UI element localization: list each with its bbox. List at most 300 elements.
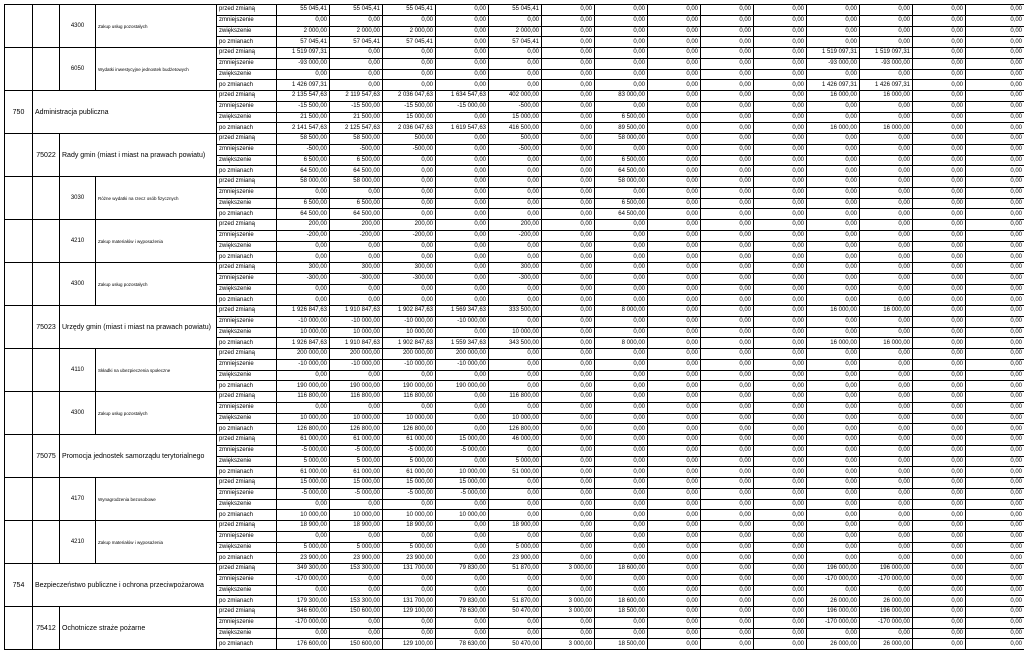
amount-cell: 0,00 <box>383 628 436 639</box>
amount-cell: 0,00 <box>542 230 595 241</box>
amount-cell: 0,00 <box>648 424 701 435</box>
amount-cell: 0,00 <box>913 607 966 618</box>
amount-cell: 0,00 <box>436 15 489 26</box>
amount-cell: 0,00 <box>542 359 595 370</box>
amount-cell: 0,00 <box>595 48 648 59</box>
amount-cell: -10 000,00 <box>383 359 436 370</box>
amount-cell: -10 000,00 <box>436 359 489 370</box>
amount-cell: 500,00 <box>489 134 542 145</box>
amount-cell: 0,00 <box>754 359 807 370</box>
amount-cell: 0,00 <box>648 187 701 198</box>
amount-cell: 0,00 <box>754 5 807 16</box>
amount-cell: 0,00 <box>436 284 489 295</box>
amount-cell: 0,00 <box>701 101 754 112</box>
amount-cell: 0,00 <box>648 445 701 456</box>
amount-cell: 200,00 <box>489 220 542 231</box>
amount-cell: 18 500,00 <box>595 607 648 618</box>
amount-cell: 0,00 <box>701 252 754 263</box>
amount-cell: 2 000,00 <box>277 26 330 37</box>
amount-cell: 0,00 <box>648 69 701 80</box>
amount-cell: 0,00 <box>807 252 860 263</box>
amount-cell: 0,00 <box>807 5 860 16</box>
empty-cell <box>33 177 60 220</box>
amount-cell: 0,00 <box>648 564 701 575</box>
row-label: zmniejszenie <box>217 574 277 585</box>
amount-cell: 2 036 047,63 <box>383 123 436 134</box>
row-label: zmniejszenie <box>217 187 277 198</box>
amount-cell: 0,00 <box>966 284 1024 295</box>
amount-cell: 16 000,00 <box>860 306 913 317</box>
amount-cell: 0,00 <box>595 359 648 370</box>
amount-cell: 190 000,00 <box>436 381 489 392</box>
amount-cell: 0,00 <box>436 327 489 338</box>
amount-cell: 0,00 <box>648 15 701 26</box>
amount-cell: 196 000,00 <box>807 564 860 575</box>
amount-cell: 0,00 <box>966 607 1024 618</box>
amount-cell: 0,00 <box>542 306 595 317</box>
amount-cell: 0,00 <box>913 499 966 510</box>
amount-cell: 0,00 <box>648 510 701 521</box>
amount-cell: 0,00 <box>648 58 701 69</box>
amount-cell: 200 000,00 <box>436 349 489 360</box>
amount-cell: 1 910 847,63 <box>330 306 383 317</box>
amount-cell: 0,00 <box>648 596 701 607</box>
empty-cell <box>5 177 33 220</box>
amount-cell: 0,00 <box>913 445 966 456</box>
amount-cell: 3 000,00 <box>542 596 595 607</box>
amount-cell: 0,00 <box>648 209 701 220</box>
amount-cell: 0,00 <box>966 123 1024 134</box>
amount-cell: 0,00 <box>913 359 966 370</box>
amount-cell: 0,00 <box>913 456 966 467</box>
amount-cell: -5 000,00 <box>383 445 436 456</box>
amount-cell: 0,00 <box>648 134 701 145</box>
amount-cell: 16 000,00 <box>860 123 913 134</box>
classification-code: 75075 <box>33 435 60 478</box>
amount-cell: 0,00 <box>648 263 701 274</box>
amount-cell: 0,00 <box>701 230 754 241</box>
row-label: zmniejszenie <box>217 359 277 370</box>
amount-cell: 2 135 547,63 <box>277 91 330 102</box>
table-row <box>5 607 1024 618</box>
row-label: zwiększenie <box>217 542 277 553</box>
amount-cell: -300,00 <box>277 273 330 284</box>
amount-cell: 0,00 <box>436 499 489 510</box>
classification-code: 75023 <box>33 306 60 349</box>
amount-cell: 0,00 <box>701 112 754 123</box>
row-label: po zmianach <box>217 252 277 263</box>
amount-cell: 0,00 <box>542 273 595 284</box>
amount-cell: 0,00 <box>807 177 860 188</box>
row-label: po zmianach <box>217 639 277 650</box>
amount-cell: 0,00 <box>966 187 1024 198</box>
amount-cell: 0,00 <box>807 478 860 489</box>
amount-cell: 0,00 <box>754 177 807 188</box>
amount-cell: 0,00 <box>913 5 966 16</box>
amount-cell: 0,00 <box>807 521 860 532</box>
amount-cell: 0,00 <box>807 101 860 112</box>
amount-cell: 0,00 <box>966 15 1024 26</box>
amount-cell: 0,00 <box>383 177 436 188</box>
amount-cell: 0,00 <box>860 187 913 198</box>
amount-cell: 0,00 <box>489 316 542 327</box>
amount-cell: 0,00 <box>860 144 913 155</box>
amount-cell: 0,00 <box>595 58 648 69</box>
amount-cell: 5 000,00 <box>277 542 330 553</box>
amount-cell: 0,00 <box>595 263 648 274</box>
amount-cell: 0,00 <box>913 48 966 59</box>
classification-name: Bezpieczeństwo publiczne i ochrona przeciwpożarowa <box>33 564 217 607</box>
amount-cell: 0,00 <box>489 187 542 198</box>
amount-cell: 0,00 <box>807 327 860 338</box>
amount-cell: 57 045,41 <box>277 37 330 48</box>
classification-code: 4110 <box>60 349 96 392</box>
amount-cell: 0,00 <box>489 445 542 456</box>
amount-cell: 18 600,00 <box>595 564 648 575</box>
amount-cell: 0,00 <box>966 101 1024 112</box>
table-row <box>5 521 1024 532</box>
amount-cell: 0,00 <box>595 187 648 198</box>
empty-cell <box>5 435 33 478</box>
amount-cell: 0,00 <box>807 381 860 392</box>
amount-cell: 0,00 <box>754 478 807 489</box>
amount-cell: 0,00 <box>913 306 966 317</box>
amount-cell: 0,00 <box>701 574 754 585</box>
classification-code: 754 <box>5 564 33 607</box>
amount-cell: 0,00 <box>754 37 807 48</box>
amount-cell: 0,00 <box>383 69 436 80</box>
amount-cell: 23 900,00 <box>330 553 383 564</box>
row-label: zwiększenie <box>217 284 277 295</box>
amount-cell: 0,00 <box>860 478 913 489</box>
amount-cell: 0,00 <box>860 510 913 521</box>
amount-cell: 0,00 <box>542 295 595 306</box>
amount-cell: 2 000,00 <box>489 26 542 37</box>
amount-cell: 0,00 <box>754 413 807 424</box>
amount-cell: 0,00 <box>701 166 754 177</box>
amount-cell: 0,00 <box>860 284 913 295</box>
amount-cell: 0,00 <box>701 338 754 349</box>
row-label: zwiększenie <box>217 327 277 338</box>
amount-cell: 0,00 <box>701 617 754 628</box>
amount-cell: 5 000,00 <box>330 456 383 467</box>
amount-cell: 0,00 <box>542 187 595 198</box>
row-label: przed zmianą <box>217 607 277 618</box>
amount-cell: -5 000,00 <box>277 488 330 499</box>
row-label: przed zmianą <box>217 349 277 360</box>
amount-cell: 5 000,00 <box>383 542 436 553</box>
row-label: zmniejszenie <box>217 273 277 284</box>
amount-cell: 0,00 <box>860 435 913 446</box>
amount-cell: 0,00 <box>436 209 489 220</box>
amount-cell: 0,00 <box>966 58 1024 69</box>
amount-cell: 0,00 <box>966 37 1024 48</box>
amount-cell: 0,00 <box>807 542 860 553</box>
amount-cell: 0,00 <box>860 521 913 532</box>
amount-cell: 0,00 <box>966 467 1024 478</box>
amount-cell: 0,00 <box>701 26 754 37</box>
amount-cell: 0,00 <box>701 445 754 456</box>
amount-cell: 126 800,00 <box>383 424 436 435</box>
amount-cell: 0,00 <box>383 166 436 177</box>
amount-cell: 26 000,00 <box>860 639 913 650</box>
amount-cell: 0,00 <box>860 553 913 564</box>
amount-cell: 0,00 <box>860 488 913 499</box>
row-label: przed zmianą <box>217 5 277 16</box>
amount-cell: 55 045,41 <box>330 5 383 16</box>
amount-cell: 1 902 847,63 <box>383 306 436 317</box>
amount-cell: 0,00 <box>754 241 807 252</box>
amount-cell: 6 500,00 <box>330 155 383 166</box>
amount-cell: 0,00 <box>595 531 648 542</box>
amount-cell: 0,00 <box>913 155 966 166</box>
amount-cell: 126 800,00 <box>330 424 383 435</box>
amount-cell: 0,00 <box>277 585 330 596</box>
amount-cell: 0,00 <box>489 349 542 360</box>
amount-cell: 0,00 <box>648 531 701 542</box>
amount-cell: 6 500,00 <box>595 198 648 209</box>
amount-cell: 0,00 <box>860 230 913 241</box>
amount-cell: 21 500,00 <box>277 112 330 123</box>
row-label: po zmianach <box>217 596 277 607</box>
amount-cell: 0,00 <box>754 564 807 575</box>
classification-code: 4170 <box>60 478 96 521</box>
amount-cell: 58 000,00 <box>277 177 330 188</box>
amount-cell: 0,00 <box>436 585 489 596</box>
amount-cell: 0,00 <box>754 488 807 499</box>
amount-cell: -15 500,00 <box>277 101 330 112</box>
amount-cell: 0,00 <box>807 585 860 596</box>
amount-cell: 1 569 347,63 <box>436 306 489 317</box>
amount-cell: 64 500,00 <box>595 166 648 177</box>
amount-cell: 0,00 <box>913 617 966 628</box>
classification-code: 750 <box>5 91 33 134</box>
amount-cell: 0,00 <box>383 499 436 510</box>
amount-cell: 79 830,00 <box>436 564 489 575</box>
amount-cell: 0,00 <box>966 26 1024 37</box>
amount-cell: 18 900,00 <box>277 521 330 532</box>
amount-cell: 0,00 <box>913 134 966 145</box>
amount-cell: -200,00 <box>277 230 330 241</box>
row-label: zwiększenie <box>217 241 277 252</box>
amount-cell: 0,00 <box>807 220 860 231</box>
amount-cell: 300,00 <box>330 263 383 274</box>
amount-cell: 16 000,00 <box>860 338 913 349</box>
amount-cell: 0,00 <box>542 585 595 596</box>
amount-cell: 153 300,00 <box>330 596 383 607</box>
amount-cell: 0,00 <box>807 273 860 284</box>
amount-cell: 0,00 <box>913 273 966 284</box>
amount-cell: 10 000,00 <box>436 510 489 521</box>
amount-cell: 55 045,41 <box>489 5 542 16</box>
amount-cell: 0,00 <box>966 531 1024 542</box>
amount-cell: -5 000,00 <box>330 445 383 456</box>
amount-cell: 0,00 <box>860 359 913 370</box>
row-label: zmniejszenie <box>217 488 277 499</box>
classification-name: Wynagrodzenia bezosobowe <box>96 478 217 521</box>
amount-cell: 0,00 <box>860 252 913 263</box>
amount-cell: -93 000,00 <box>860 58 913 69</box>
amount-cell: 10 000,00 <box>489 327 542 338</box>
amount-cell: 0,00 <box>648 123 701 134</box>
amount-cell: 0,00 <box>966 596 1024 607</box>
amount-cell: 0,00 <box>754 521 807 532</box>
row-label: zwiększenie <box>217 112 277 123</box>
amount-cell: 0,00 <box>860 220 913 231</box>
amount-cell: 0,00 <box>701 273 754 284</box>
amount-cell: 0,00 <box>489 478 542 489</box>
amount-cell: 57 045,41 <box>330 37 383 48</box>
amount-cell: 0,00 <box>542 177 595 188</box>
amount-cell: 10 000,00 <box>277 327 330 338</box>
amount-cell: 0,00 <box>754 15 807 26</box>
classification-code: 4300 <box>60 263 96 306</box>
amount-cell: 0,00 <box>701 284 754 295</box>
amount-cell: 0,00 <box>860 467 913 478</box>
amount-cell: 0,00 <box>807 112 860 123</box>
amount-cell: 0,00 <box>436 370 489 381</box>
amount-cell: 1 926 847,63 <box>277 306 330 317</box>
amount-cell: 10 000,00 <box>330 327 383 338</box>
row-label: po zmianach <box>217 467 277 478</box>
table-row <box>5 91 1024 102</box>
amount-cell: 0,00 <box>701 220 754 231</box>
amount-cell: 0,00 <box>542 284 595 295</box>
amount-cell: 10 000,00 <box>383 327 436 338</box>
amount-cell: 0,00 <box>489 15 542 26</box>
amount-cell: -10 000,00 <box>277 316 330 327</box>
amount-cell: 0,00 <box>648 574 701 585</box>
amount-cell: 0,00 <box>542 542 595 553</box>
amount-cell: 0,00 <box>383 187 436 198</box>
row-label: po zmianach <box>217 510 277 521</box>
amount-cell: 0,00 <box>754 628 807 639</box>
amount-cell: 0,00 <box>860 316 913 327</box>
amount-cell: 0,00 <box>383 80 436 91</box>
amount-cell: 0,00 <box>913 574 966 585</box>
row-label: zwiększenie <box>217 628 277 639</box>
amount-cell: 0,00 <box>860 5 913 16</box>
amount-cell: 0,00 <box>595 478 648 489</box>
amount-cell: 0,00 <box>648 435 701 446</box>
amount-cell: 0,00 <box>542 628 595 639</box>
amount-cell: 61 000,00 <box>277 435 330 446</box>
amount-cell: 0,00 <box>595 37 648 48</box>
amount-cell: 0,00 <box>754 58 807 69</box>
amount-cell: 0,00 <box>595 521 648 532</box>
amount-cell: 0,00 <box>966 628 1024 639</box>
amount-cell: 0,00 <box>860 198 913 209</box>
amount-cell: 0,00 <box>966 166 1024 177</box>
amount-cell: 416 500,00 <box>489 123 542 134</box>
empty-cell <box>5 478 33 521</box>
amount-cell: 0,00 <box>330 531 383 542</box>
amount-cell: -170 000,00 <box>807 574 860 585</box>
amount-cell: 0,00 <box>807 370 860 381</box>
amount-cell: 0,00 <box>966 295 1024 306</box>
amount-cell: 0,00 <box>966 392 1024 403</box>
row-label: przed zmianą <box>217 48 277 59</box>
amount-cell: 0,00 <box>330 499 383 510</box>
amount-cell: 1 559 347,63 <box>436 338 489 349</box>
row-label: zwiększenie <box>217 69 277 80</box>
amount-cell: 3 000,00 <box>542 639 595 650</box>
amount-cell: 2 000,00 <box>383 26 436 37</box>
amount-cell: 16 000,00 <box>807 306 860 317</box>
amount-cell: 1 519 097,31 <box>277 48 330 59</box>
amount-cell: 64 500,00 <box>595 209 648 220</box>
amount-cell: 0,00 <box>966 220 1024 231</box>
amount-cell: 0,00 <box>277 15 330 26</box>
amount-cell: 0,00 <box>701 359 754 370</box>
amount-cell: 0,00 <box>277 295 330 306</box>
amount-cell: 116 800,00 <box>383 392 436 403</box>
amount-cell: 0,00 <box>913 58 966 69</box>
amount-cell: 0,00 <box>542 402 595 413</box>
amount-cell: 0,00 <box>807 456 860 467</box>
amount-cell: 0,00 <box>966 456 1024 467</box>
amount-cell: 89 500,00 <box>595 123 648 134</box>
amount-cell: 0,00 <box>436 220 489 231</box>
amount-cell: 190 000,00 <box>277 381 330 392</box>
amount-cell: 0,00 <box>436 48 489 59</box>
amount-cell: 0,00 <box>860 15 913 26</box>
amount-cell: 0,00 <box>913 628 966 639</box>
amount-cell: 0,00 <box>754 424 807 435</box>
amount-cell: 10 000,00 <box>383 413 436 424</box>
amount-cell: 0,00 <box>966 424 1024 435</box>
amount-cell: 0,00 <box>701 263 754 274</box>
amount-cell: 0,00 <box>489 58 542 69</box>
amount-cell: 0,00 <box>701 564 754 575</box>
amount-cell: 0,00 <box>648 80 701 91</box>
amount-cell: 0,00 <box>648 542 701 553</box>
amount-cell: 0,00 <box>542 531 595 542</box>
classification-name: Urzędy gmin (miast i miast na prawach powiatu) <box>60 306 217 349</box>
amount-cell: 0,00 <box>542 435 595 446</box>
amount-cell: 196 000,00 <box>807 607 860 618</box>
amount-cell: 0,00 <box>701 349 754 360</box>
amount-cell: 0,00 <box>754 91 807 102</box>
amount-cell: 0,00 <box>807 69 860 80</box>
amount-cell: -93 000,00 <box>277 58 330 69</box>
amount-cell: 0,00 <box>807 209 860 220</box>
amount-cell: -170 000,00 <box>860 574 913 585</box>
amount-cell: -5 000,00 <box>383 488 436 499</box>
amount-cell: 0,00 <box>913 488 966 499</box>
amount-cell: 0,00 <box>913 144 966 155</box>
amount-cell: 0,00 <box>436 37 489 48</box>
amount-cell: 0,00 <box>701 499 754 510</box>
amount-cell: 0,00 <box>860 531 913 542</box>
table-body <box>5 5 1024 650</box>
amount-cell: 0,00 <box>913 209 966 220</box>
classification-code: 6050 <box>60 48 96 91</box>
amount-cell: 190 000,00 <box>383 381 436 392</box>
amount-cell: 0,00 <box>966 209 1024 220</box>
amount-cell: -5 000,00 <box>330 488 383 499</box>
amount-cell: 10 000,00 <box>277 413 330 424</box>
amount-cell: 58 000,00 <box>595 134 648 145</box>
amount-cell: 0,00 <box>648 467 701 478</box>
amount-cell: 0,00 <box>277 370 330 381</box>
amount-cell: 0,00 <box>383 241 436 252</box>
amount-cell: 6 500,00 <box>277 198 330 209</box>
amount-cell: 0,00 <box>436 295 489 306</box>
amount-cell: 0,00 <box>754 230 807 241</box>
amount-cell: -10 000,00 <box>277 359 330 370</box>
amount-cell: 0,00 <box>860 134 913 145</box>
